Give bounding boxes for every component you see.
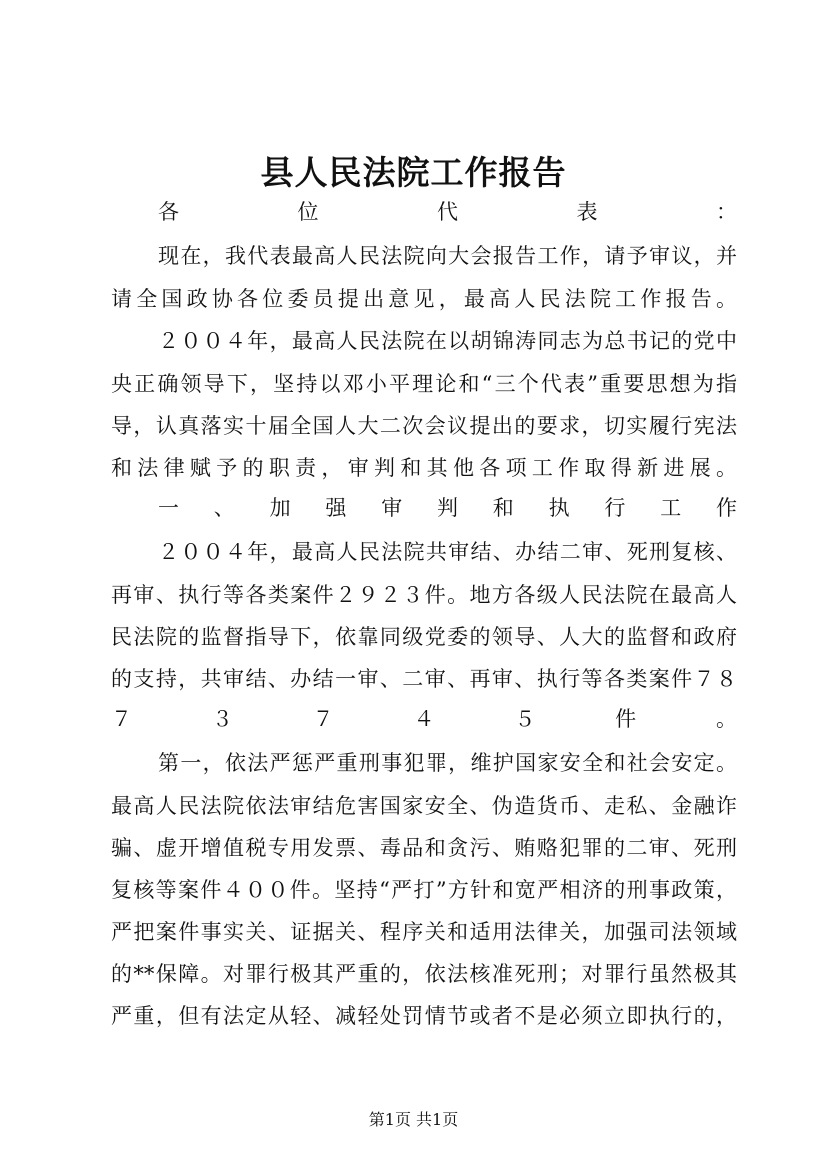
body-line: 现在，我代表最高人民法院向大会报告工作，请予审议，并: [158, 244, 737, 268]
body-line: 复核等案件４００件。坚持“严打”方针和宽严相济的刑事政策，: [111, 878, 737, 902]
body-line: 第一，依法严惩严重刑事犯罪，维护国家安全和社会安定。: [158, 751, 737, 775]
body-line: 民法院的监督指导下，依靠同级党委的领导、人大的监督和政府: [111, 625, 737, 649]
body-line: 最高人民法院依法审结危害国家安全、伪造货币、走私、金融诈: [111, 794, 737, 818]
document-title: 县人民法院工作报告: [260, 153, 567, 192]
body-line: 再审、执行等各类案件２９２３件。地方各级人民法院在最高人: [111, 583, 737, 607]
body-line: 和法律赋予的职责，审判和其他各项工作取得新进展。: [111, 456, 737, 480]
section-heading: 一、加强审判和执行工作: [158, 496, 737, 520]
body-line: ７３７４５件。: [111, 707, 737, 731]
body-line: 严把案件事实关、证据关、程序关和适用法律关，加强司法领域: [111, 920, 737, 944]
body-line: 骗、虚开增值税专用发票、毒品和贪污、贿赂犯罪的二审、死刑: [111, 836, 737, 860]
body-line: ２００４年，最高人民法院在以胡锦涛同志为总书记的党中: [158, 329, 737, 353]
body-line: 严重，但有法定从轻、减轻处罚情节或者不是必须立即执行的，: [111, 1004, 737, 1028]
body-line: 央正确领导下，坚持以邓小平理论和“三个代表”重要思想为指: [111, 372, 737, 396]
page-number-footer: 第1页 共1页: [368, 1110, 459, 1129]
body-line: ２００４年，最高人民法院共审结、办结二审、死刑复核、: [158, 540, 737, 564]
body-line: 请全国政协各位委员提出意见，最高人民法院工作报告。: [111, 287, 737, 311]
body-line: 的支持，共审结、办结一审、二审、再审、执行等各类案件７８: [111, 667, 737, 691]
body-line: 导，认真落实十届全国人大二次会议提出的要求，切实履行宪法: [111, 414, 737, 438]
salutation: 各位代表：: [158, 200, 737, 224]
body-line: 的**保障。对罪行极其严重的，依法核准死刑；对罪行虽然极其: [111, 962, 737, 986]
